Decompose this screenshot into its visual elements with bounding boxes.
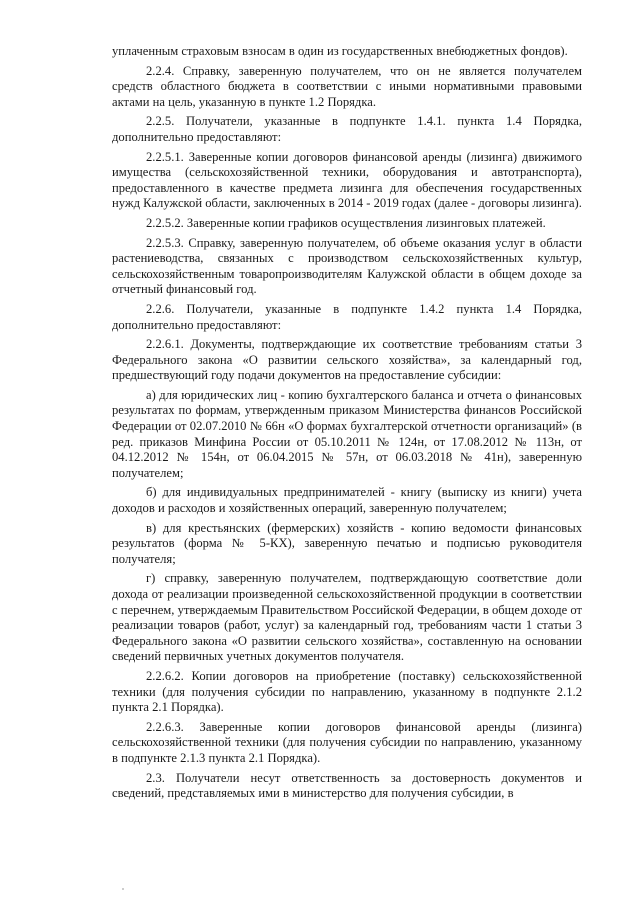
paragraph-item-g: г) справку, заверенную получателем, подтверждающую соответствие доли дохода от реализации произведенной сельскохозяйственной продукции в соответствии с перечнем, утверждаемым Правительством Российской Федерации, в общем доходе от реализации товаров (работ, услуг) за календарный год, требованиям части 1 статьи 3 Федерального закона «О развитии сельского хозяйства», составленную на основании сведений первичных учетных документов получателя. xyxy=(112,571,582,664)
paragraph-2-3: 2.3. Получатели несут ответственность за достоверность документов и сведений, представляемых ими в министерство для получения субсидии, в xyxy=(112,770,582,801)
scan-artifact xyxy=(122,888,124,890)
paragraph-2-2-6-2: 2.2.6.2. Копии договоров на приобретение (поставку) сельскохозяйственной техники (для получения субсидии по направлению, указанному в подпункте 2.1.2 пункта 2.1 Порядка). xyxy=(112,668,582,715)
paragraph-item-a: а) для юридических лиц - копию бухгалтерского баланса и отчета о финансовых результатах по формам, утвержденным приказом Министерства финансов Российской Федерации от 02.07.2010 № 66н «О формах бухгалтерской отчетности организаций» (в ред. приказов Минфина России от 05.10.2011 № 124н, от 17.08.2012 № 113н, от 04.12.2012 № 154н, от 06.04.2015 № 57н, от 06.03.2018 № 41н), заверенную получателем; xyxy=(112,387,582,480)
paragraph-2-2-6-1: 2.2.6.1. Документы, подтверждающие их соответствие требованиям статьи 3 Федерального закона «О развитии сельского хозяйства», за календарный год, предшествующий году подачи документов на предоставление субсидии: xyxy=(112,337,582,383)
paragraph-2-2-6-3: 2.2.6.3. Заверенные копии договоров финансовой аренды (лизинга) сельскохозяйственной техники (для получения субсидии по направлению, указанному в подпункте 2.1.3 пункта 2.1 Порядка). xyxy=(112,719,582,765)
paragraph-2-2-5-3: 2.2.5.3. Справку, заверенную получателем, об объеме оказания услуг в области растениеводства, связанных с производством сельскохозяйственных культур, сельскохозяйственным товаропроизводителям Калужской области в общем доходе за отчетный финансовый год. xyxy=(112,235,582,297)
paragraph-continuation: уплаченным страховым взносам в один из государственных внебюджетных фондов). xyxy=(112,44,568,58)
paragraph-2-2-6: 2.2.6. Получатели, указанные в подпункте 1.4.2 пункта 1.4 Порядка, дополнительно предоставляют: xyxy=(112,301,582,332)
paragraph-2-2-5-2: 2.2.5.2. Заверенные копии графиков осуществления лизинговых платежей. xyxy=(146,215,546,230)
paragraph-2-2-5-1: 2.2.5.1. Заверенные копии договоров финансовой аренды (лизинга) движимого имущества (сельскохозяйственной техники, оборудования и автотранспорта), предоставленного в качестве предмета лизинга для обеспечения государственных нужд Калужской области, заключенных в 2014 - 2019 годах (далее - договоры лизинга). xyxy=(112,149,582,211)
paragraph-2-2-5: 2.2.5. Получатели, указанные в подпункте 1.4.1. пункта 1.4 Порядка, дополнительно предоставляют: xyxy=(112,114,582,144)
paragraph-item-b: б) для индивидуальных предпринимателей - книгу (выписку из книги) учета доходов и расходов и хозяйственных операций, заверенную получателем; xyxy=(112,485,582,516)
paragraph-item-v: в) для крестьянских (фермерских) хозяйств - копию ведомости финансовых результатов (форма № 5-КХ), заверенную печатью и подписью руководителя получателя; xyxy=(112,520,582,566)
paragraph-2-2-4: 2.2.4. Справку, заверенную получателем, что он не является получателем средств областного бюджета в соответствии с иными нормативными правовыми актами на цель, указанную в пункте 1.2 Порядка. xyxy=(112,63,582,109)
